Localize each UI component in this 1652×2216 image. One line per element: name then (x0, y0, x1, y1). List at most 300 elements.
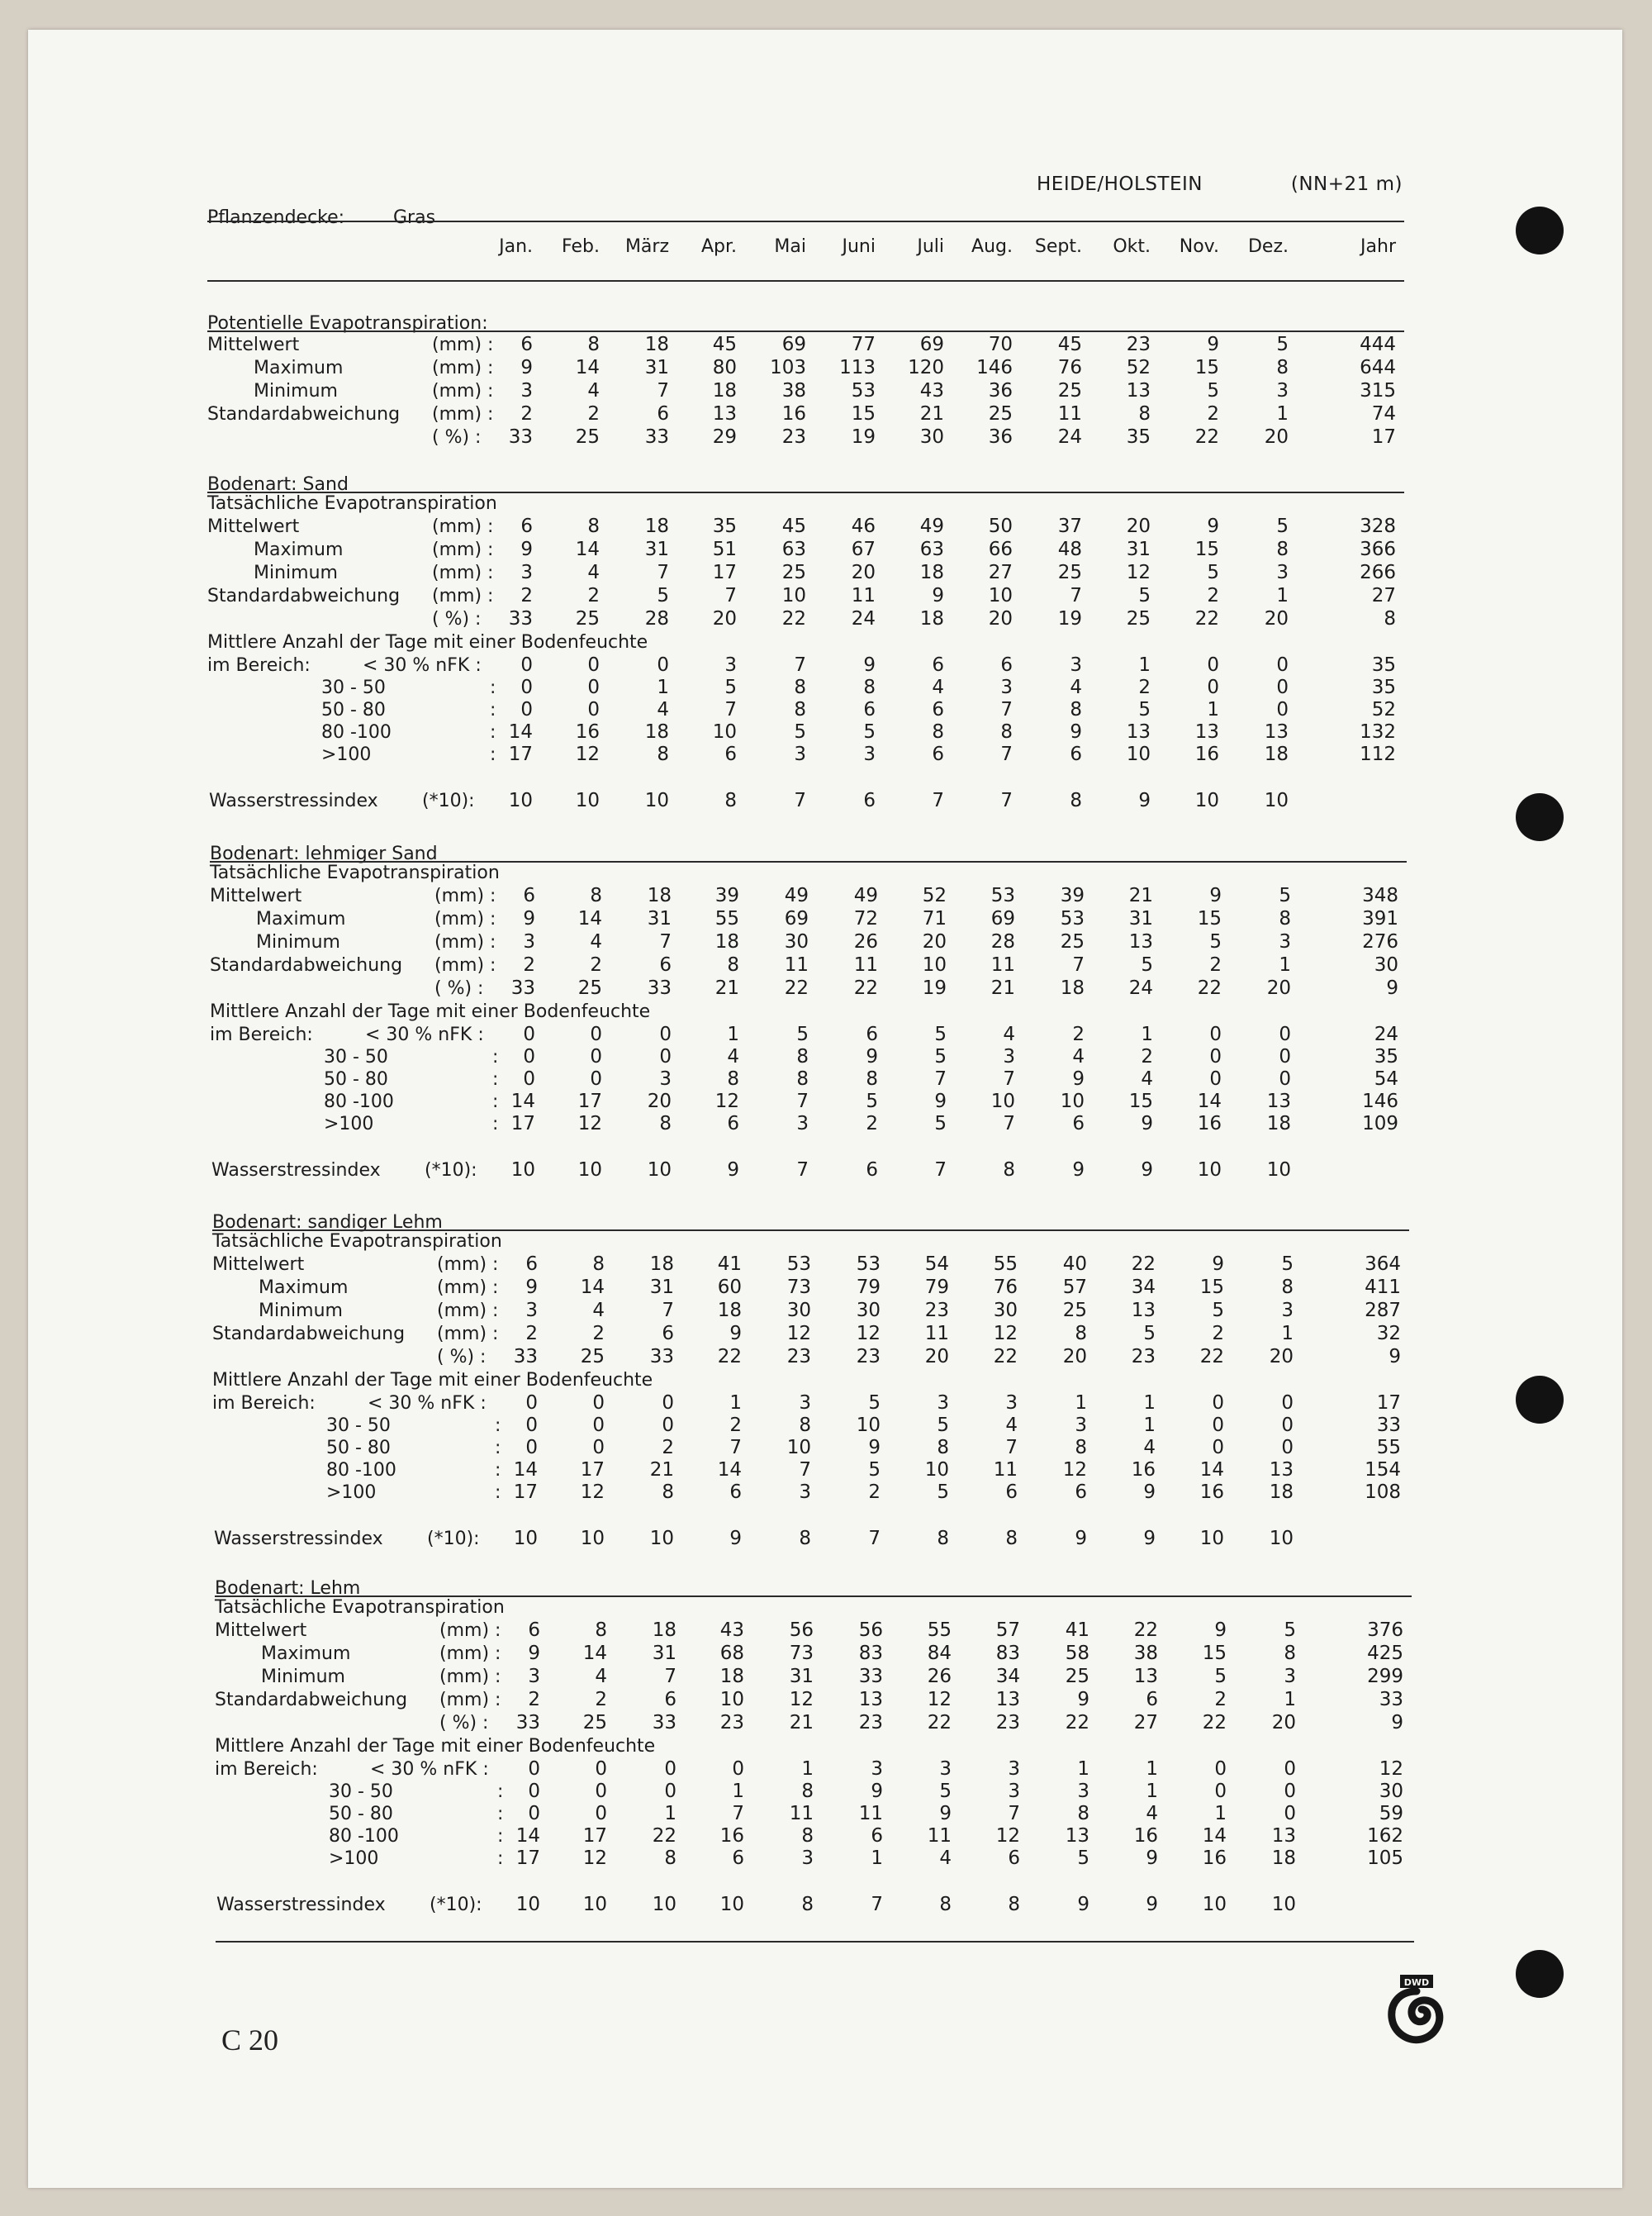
std-mm-row-value: 1 (1279, 954, 1291, 976)
days-value: 8 (801, 1825, 814, 1847)
days-value: 16 (719, 1825, 744, 1847)
days-value: 8 (796, 1068, 809, 1090)
days-value: 2 (1138, 677, 1151, 698)
std-pct-row-value: 20 (988, 608, 1013, 630)
maximum-row-value: 425 (1367, 1643, 1403, 1664)
days-value: 10 (924, 1459, 949, 1481)
maximum-row-value: 113 (839, 357, 876, 378)
days-value: 9 (863, 654, 876, 676)
days-value: 1 (1146, 1758, 1158, 1780)
days-value: 8 (866, 1068, 878, 1090)
mittelwert-row-value: 53 (786, 1253, 811, 1275)
std-mm-row-value: 8 (1138, 403, 1151, 425)
minimum-row-unit: (mm) : (437, 1301, 499, 1321)
days-value: 10 (712, 721, 737, 743)
month-header: Jan. (499, 236, 533, 257)
maximum-row-value: 644 (1360, 357, 1396, 378)
days-value: 3 (1008, 1781, 1020, 1802)
days-value: 13 (1264, 721, 1289, 743)
days-value: 2 (662, 1437, 674, 1458)
days-value: 7 (1008, 1803, 1020, 1824)
days-value: 1 (732, 1781, 744, 1802)
std-pct-row-value: 8 (1384, 608, 1396, 630)
std-mm-row-value: 5 (657, 585, 669, 606)
std-pct-row-value: 22 (1202, 1712, 1227, 1733)
std-mm-row-value: 1 (1276, 403, 1289, 425)
wsi-unit: (*10): (422, 791, 475, 811)
maximum-row-value: 9 (523, 908, 535, 930)
wsi-unit: (*10): (427, 1529, 480, 1549)
wsi-value: 8 (1005, 1528, 1018, 1549)
days-value: 16 (1131, 1459, 1156, 1481)
wsi-label: Wasserstressindex (214, 1529, 383, 1549)
mittelwert-row-value: 37 (1057, 516, 1082, 537)
days-value: 1 (1077, 1758, 1089, 1780)
wsi-value: 9 (729, 1528, 742, 1549)
std-mm-row-value: 6 (659, 954, 672, 976)
days-value: 5 (794, 721, 806, 743)
dwd-logo-icon (1384, 1973, 1450, 2047)
wsi-value: 9 (1077, 1894, 1089, 1915)
mittelwert-row-value: 9 (1209, 885, 1222, 906)
days-value: 15 (1128, 1091, 1153, 1112)
days-value: 14 (510, 1091, 535, 1112)
soil-title: Bodenart: lehmiger Sand (210, 844, 438, 864)
days-value: 13 (1266, 1091, 1291, 1112)
maximum-row-value: 146 (976, 357, 1013, 378)
month-header: Juli (917, 236, 944, 257)
maximum-row-label: Maximum (259, 1277, 349, 1298)
minimum-row-value: 7 (657, 562, 669, 583)
minimum-row-value: 30 (856, 1300, 881, 1321)
days-value: 2 (729, 1415, 742, 1436)
std-pct-row-value: 21 (789, 1712, 814, 1733)
minimum-row-value: 12 (1126, 562, 1151, 583)
mittelwert-row-value: 6 (525, 1253, 538, 1275)
std-pct-row-value: 23 (719, 1712, 744, 1733)
std-mm-row-value: 2 (523, 954, 535, 976)
wsi-value: 8 (939, 1894, 952, 1915)
wsi-value: 8 (724, 790, 737, 811)
range-colon: : (490, 700, 496, 720)
days-value: 8 (937, 1437, 949, 1458)
std-pct-row-unit: ( %) : (437, 1347, 487, 1367)
days-value: 11 (993, 1459, 1018, 1481)
maximum-row-value: 66 (988, 539, 1013, 560)
days-value: 7 (732, 1803, 744, 1824)
days-value: 7 (1005, 1437, 1018, 1458)
std-mm-row-value: 5 (1138, 585, 1151, 606)
days-value: 0 (1279, 1046, 1291, 1068)
mittelwert-row-value: 54 (924, 1253, 949, 1275)
days-value: 6 (729, 1481, 742, 1503)
wsi-label: Wasserstressindex (211, 1160, 381, 1181)
days-value: 14 (508, 721, 533, 743)
mittelwert-row-value: 23 (1126, 334, 1151, 355)
mittelwert-row-value: 41 (1065, 1619, 1089, 1641)
std-pct-row-value: 25 (582, 1712, 607, 1733)
days-value: 54 (1374, 1068, 1398, 1090)
days-value: 1 (1214, 1803, 1227, 1824)
days-value: 8 (659, 1113, 672, 1134)
days-value: 108 (1365, 1481, 1401, 1503)
std-mm-row-value: 8 (1075, 1323, 1087, 1344)
mittelwert-row-value: 50 (988, 516, 1013, 537)
days-value: 7 (794, 654, 806, 676)
days-value: 0 (592, 1415, 605, 1436)
std-pct-row-value: 22 (781, 608, 806, 630)
days-value: 5 (866, 1091, 878, 1112)
range-colon: : (495, 1482, 501, 1503)
mittelwert-row-value: 8 (595, 1619, 607, 1641)
minimum-row-value: 25 (1057, 380, 1082, 402)
days-value: 8 (657, 744, 669, 765)
maximum-row-value: 83 (995, 1643, 1020, 1664)
std-mm-row-value: 7 (1070, 585, 1082, 606)
soil-title: Bodenart: sandiger Lehm (212, 1212, 443, 1233)
days-value: 0 (590, 1046, 602, 1068)
minimum-row-value: 33 (858, 1666, 883, 1687)
days-value: 14 (515, 1825, 540, 1847)
maximum-row-value: 63 (781, 539, 806, 560)
minimum-row-value: 20 (851, 562, 876, 583)
days-value: 3 (796, 1113, 809, 1134)
actual-et-heading: Tatsächliche Evapotranspiration (215, 1597, 505, 1618)
maximum-row-value: 58 (1065, 1643, 1089, 1664)
std-mm-row-value: 2 (1212, 1323, 1224, 1344)
maximum-row-value: 31 (644, 357, 669, 378)
days-value: 3 (1070, 654, 1082, 676)
maximum-row-value: 83 (858, 1643, 883, 1664)
minimum-row-label: Minimum (256, 932, 340, 953)
mittelwert-row-value: 39 (714, 885, 739, 906)
std-mm-row-value: 25 (988, 403, 1013, 425)
mittelwert-row-value: 41 (717, 1253, 742, 1275)
mittelwert-row-value: 55 (993, 1253, 1018, 1275)
range-label: 50 - 80 (321, 700, 386, 720)
std-mm-row-value: 2 (520, 585, 533, 606)
days-value: 7 (796, 1091, 809, 1112)
minimum-row-unit: (mm) : (432, 563, 494, 583)
minimum-row-value: 23 (924, 1300, 949, 1321)
minimum-row-value: 27 (988, 562, 1013, 583)
days-value: 0 (1212, 1437, 1224, 1458)
days-value: 2 (866, 1113, 878, 1134)
range-label: 80 -100 (326, 1460, 396, 1481)
minimum-row-value: 5 (1209, 931, 1222, 953)
days-value: 0 (523, 1024, 535, 1045)
mittelwert-row-value: 40 (1062, 1253, 1087, 1275)
days-value: 6 (871, 1825, 883, 1847)
maximum-row-value: 31 (1126, 539, 1151, 560)
std-mm-row-value: 10 (781, 585, 806, 606)
std-pct-row-value: 19 (851, 426, 876, 448)
std-pct-row-value: 22 (853, 977, 878, 999)
logo-text: DWD (1403, 1977, 1430, 1988)
wsi-label: Wasserstressindex (209, 791, 378, 811)
mittelwert-row-value: 5 (1276, 516, 1289, 537)
wsi-value: 8 (801, 1894, 814, 1915)
days-value: 13 (1269, 1459, 1294, 1481)
std-pct-row-value: 23 (995, 1712, 1020, 1733)
maximum-row-value: 57 (1062, 1277, 1087, 1298)
minimum-row-value: 13 (1126, 380, 1151, 402)
days-value: 16 (1133, 1825, 1158, 1847)
minimum-row-value: 5 (1214, 1666, 1227, 1687)
maximum-row-value: 31 (647, 908, 672, 930)
minimum-row-value: 7 (659, 931, 672, 953)
wsi-label: Wasserstressindex (216, 1895, 386, 1915)
std-mm-row-unit: (mm) : (439, 1690, 501, 1710)
maximum-row-label: Maximum (256, 909, 346, 930)
days-value: 3 (1075, 1415, 1087, 1436)
days-value: 4 (727, 1046, 739, 1068)
maximum-row-value: 391 (1362, 908, 1398, 930)
days-value: 0 (1276, 699, 1289, 720)
im-bereich-label: im Bereich: (207, 655, 311, 676)
days-value: 5 (724, 677, 737, 698)
mittelwert-row-value: 69 (919, 334, 944, 355)
days-value: 3 (1077, 1781, 1089, 1802)
minimum-row-value: 43 (919, 380, 944, 402)
minimum-row-value: 18 (719, 1666, 744, 1687)
cover-value: Gras (393, 207, 436, 228)
days-value: 7 (934, 1068, 947, 1090)
days-value: 5 (939, 1781, 952, 1802)
mittelwert-row-value: 57 (995, 1619, 1020, 1641)
days-value: 3 (1005, 1392, 1018, 1414)
std-pct-row-value: 23 (781, 426, 806, 448)
range-colon: : (490, 678, 496, 698)
days-value: 3 (863, 744, 876, 765)
mittelwert-row-value: 53 (856, 1253, 881, 1275)
minimum-row-value: 3 (1276, 562, 1289, 583)
std-pct-row-value: 35 (1126, 426, 1151, 448)
wsi-value: 10 (580, 1528, 605, 1549)
days-value: 3 (724, 654, 737, 676)
maximum-row-value: 8 (1284, 1643, 1296, 1664)
days-value: 33 (1376, 1415, 1401, 1436)
mittelwert-row-value: 20 (1126, 516, 1151, 537)
days-value: 6 (866, 1024, 878, 1045)
wsi-value: 10 (1266, 1159, 1291, 1181)
std-mm-row-value: 6 (1146, 1689, 1158, 1710)
minimum-row-value: 266 (1360, 562, 1396, 583)
minimum-row-value: 53 (851, 380, 876, 402)
days-value: 5 (934, 1113, 947, 1134)
mittelwert-row-value: 5 (1281, 1253, 1294, 1275)
mittelwert-row-value: 45 (781, 516, 806, 537)
days-value: 9 (1143, 1481, 1156, 1503)
wsi-value: 10 (647, 1159, 672, 1181)
actual-et-heading: Tatsächliche Evapotranspiration (212, 1231, 502, 1252)
minimum-row-value: 3 (1284, 1666, 1296, 1687)
std-pct-row-value: 27 (1133, 1712, 1158, 1733)
minimum-row-label: Minimum (259, 1301, 343, 1321)
mittelwert-row-label: Mittelwert (207, 335, 300, 355)
std-mm-row-label: Standardabweichung (212, 1324, 406, 1344)
mittelwert-row-value: 49 (919, 516, 944, 537)
minimum-row-value: 13 (1133, 1666, 1158, 1687)
wsi-value: 7 (934, 1159, 947, 1181)
minimum-row-value: 18 (717, 1300, 742, 1321)
days-value: 1 (1143, 1415, 1156, 1436)
mittelwert-row-unit: (mm) : (437, 1254, 499, 1275)
std-mm-row-value: 12 (786, 1323, 811, 1344)
std-mm-row-value: 32 (1376, 1323, 1401, 1344)
std-pct-row-value: 25 (575, 608, 600, 630)
days-value: 9 (1141, 1113, 1153, 1134)
days-value: 18 (1271, 1847, 1296, 1869)
maximum-row-value: 67 (851, 539, 876, 560)
std-mm-row-value: 12 (993, 1323, 1018, 1344)
maximum-row-value: 9 (520, 539, 533, 560)
maximum-row-value: 68 (719, 1643, 744, 1664)
days-value: 5 (937, 1415, 949, 1436)
days-value: 13 (1126, 721, 1151, 743)
wsi-value: 8 (1003, 1159, 1015, 1181)
range-colon: : (492, 1091, 499, 1112)
range-colon: : (497, 1826, 504, 1847)
days-value: 0 (525, 1415, 538, 1436)
std-mm-row-value: 2 (587, 403, 600, 425)
station-elevation: (NN+21 m) (1290, 174, 1403, 195)
days-value: 0 (659, 1046, 672, 1068)
minimum-row-value: 3 (520, 380, 533, 402)
wsi-value: 9 (727, 1159, 739, 1181)
wsi-value: 10 (1194, 790, 1219, 811)
days-value: 18 (1266, 1113, 1291, 1134)
maximum-row-label: Maximum (254, 540, 344, 560)
std-mm-row-value: 5 (1143, 1323, 1156, 1344)
wsi-value: 9 (1072, 1159, 1085, 1181)
std-pct-row-value: 19 (922, 977, 947, 999)
maximum-row-value: 52 (1126, 357, 1151, 378)
days-value: 3 (1003, 1046, 1015, 1068)
maximum-row-value: 9 (528, 1643, 540, 1664)
days-value: 13 (1065, 1825, 1089, 1847)
std-pct-row-value: 33 (647, 977, 672, 999)
days-value: 0 (1284, 1781, 1296, 1802)
days-value: 3 (1000, 677, 1013, 698)
days-value: 8 (662, 1481, 674, 1503)
std-mm-row-label: Standardabweichung (215, 1690, 408, 1710)
days-value: 5 (1077, 1847, 1089, 1869)
days-value: 35 (1371, 654, 1396, 676)
wsi-value: 9 (1075, 1528, 1087, 1549)
std-mm-row-value: 13 (712, 403, 737, 425)
mittelwert-row-value: 69 (781, 334, 806, 355)
maximum-row-unit: (mm) : (434, 909, 496, 930)
maximum-row-unit: (mm) : (432, 540, 494, 560)
mittelwert-row-value: 49 (784, 885, 809, 906)
maximum-row-value: 73 (786, 1277, 811, 1298)
range-label: 30 - 50 (329, 1781, 393, 1802)
days-value: 0 (732, 1758, 744, 1780)
section-title: Potentielle Evapotranspiration: (207, 313, 488, 334)
std-mm-row-value: 1 (1284, 1689, 1296, 1710)
wsi-value: 10 (575, 790, 600, 811)
maximum-row-value: 51 (712, 539, 737, 560)
days-value: 0 (1281, 1392, 1294, 1414)
minimum-row-value: 26 (927, 1666, 952, 1687)
days-value: 5 (868, 1392, 881, 1414)
days-value: 2 (1072, 1024, 1085, 1045)
wsi-unit: (*10): (430, 1895, 482, 1915)
maximum-row-value: 411 (1365, 1277, 1401, 1298)
days-value: 0 (520, 677, 533, 698)
std-pct-row-value: 25 (1126, 608, 1151, 630)
mittelwert-row-value: 5 (1284, 1619, 1296, 1641)
mittelwert-row-value: 6 (520, 516, 533, 537)
days-value: 14 (513, 1459, 538, 1481)
maximum-row-value: 15 (1194, 539, 1219, 560)
days-value: 52 (1371, 699, 1396, 720)
range-label: 30 - 50 (326, 1415, 391, 1436)
wsi-value: 7 (1000, 790, 1013, 811)
std-mm-row-value: 27 (1371, 585, 1396, 606)
days-value: 9 (871, 1781, 883, 1802)
days-value: 0 (664, 1781, 676, 1802)
std-pct-row-value: 20 (1269, 1346, 1294, 1367)
minimum-row-value: 3 (523, 931, 535, 953)
minimum-row-value: 4 (592, 1300, 605, 1321)
maximum-row-value: 69 (990, 908, 1015, 930)
days-value: 6 (724, 744, 737, 765)
days-value: 0 (657, 654, 669, 676)
range-label: >100 (326, 1482, 377, 1503)
std-pct-row-value: 22 (993, 1346, 1018, 1367)
days-value: 1 (1207, 699, 1219, 720)
days-value: 8 (1075, 1437, 1087, 1458)
mittelwert-row-unit: (mm) : (432, 335, 494, 355)
maximum-row-value: 8 (1276, 357, 1289, 378)
days-value: 9 (868, 1437, 881, 1458)
std-pct-row-value: 33 (515, 1712, 540, 1733)
days-value: 0 (1214, 1758, 1227, 1780)
minimum-row-value: 26 (853, 931, 878, 953)
days-value: 0 (592, 1392, 605, 1414)
mittelwert-row-value: 39 (1060, 885, 1085, 906)
days-value: 0 (1279, 1024, 1291, 1045)
days-value: 12 (1379, 1758, 1403, 1780)
std-pct-row-value: 17 (1371, 426, 1396, 448)
std-mm-row-value: 11 (784, 954, 809, 976)
maximum-row-value: 48 (1057, 539, 1082, 560)
std-pct-row-value: 33 (513, 1346, 538, 1367)
std-mm-row-value: 6 (664, 1689, 676, 1710)
std-mm-row-value: 33 (1379, 1689, 1403, 1710)
wsi-unit: (*10): (425, 1160, 477, 1181)
std-pct-row-value: 23 (786, 1346, 811, 1367)
mittelwert-row-value: 6 (520, 334, 533, 355)
maximum-row-value: 69 (784, 908, 809, 930)
days-value: 6 (932, 744, 944, 765)
days-value: 1 (664, 1803, 676, 1824)
std-mm-row-value: 5 (1141, 954, 1153, 976)
std-mm-row-value: 6 (657, 403, 669, 425)
std-mm-row-value: 10 (988, 585, 1013, 606)
days-value: 1 (1141, 1024, 1153, 1045)
std-pct-row-value: 23 (1131, 1346, 1156, 1367)
days-value: 14 (1202, 1825, 1227, 1847)
range-colon: : (497, 1781, 504, 1802)
minimum-row-value: 34 (995, 1666, 1020, 1687)
cover-label: Pflanzendecke: (207, 207, 345, 228)
range-label: < 30 % nFK : (370, 1759, 489, 1780)
days-value: 9 (866, 1046, 878, 1068)
days-value: 8 (794, 677, 806, 698)
